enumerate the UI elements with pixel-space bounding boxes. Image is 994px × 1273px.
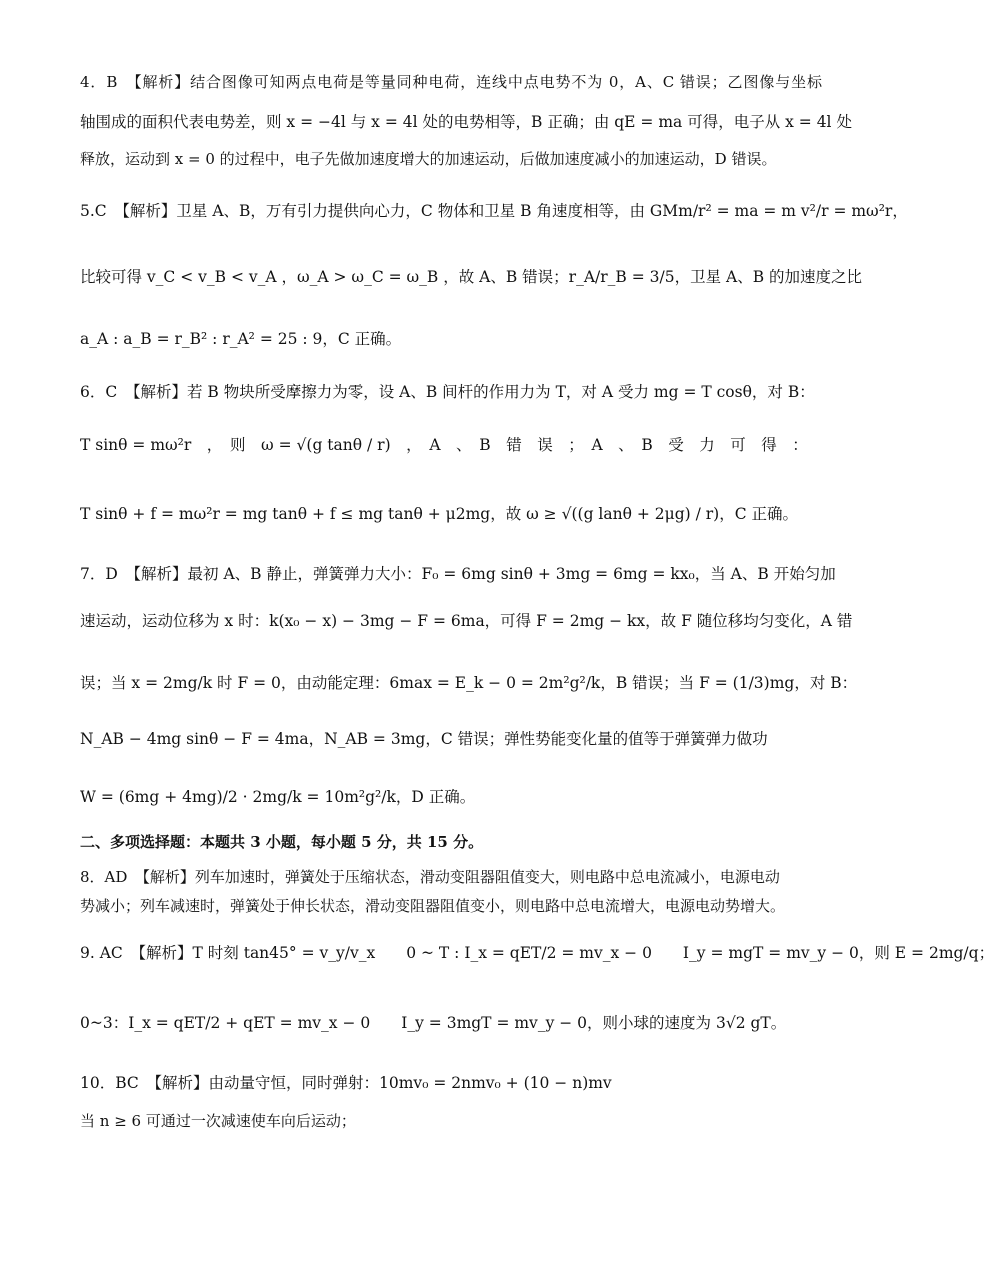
q5-line-1: 5.C 【解析】卫星 A、B，万有引力提供向心力，C 物体和卫星 B 角速度相等，由 GMm/r² = ma = m v²/r = mω²r， — [80, 202, 908, 220]
q8-line-2: 势减小；列车减速时，弹簧处于伸长状态，滑动变阻器阻值变小，则电路中总电流增大，电源电动势增大。 — [80, 897, 786, 915]
q9-line-2: 0~3：I_x = qET/2 + qET = mv_x − 0 I_y = 3mgT = mv_y − 0，则小球的速度为 3√2 gT。 — [80, 1014, 787, 1032]
q7-line-3: 误；当 x = 2mg/k 时 F = 0，由动能定理：6max = E_k − 0 = 2m²g²/k，B 错误；当 F = (1/3)mg，对 B： — [80, 674, 858, 692]
q7-line-5: W = (6mg + 4mg)/2 · 2mg/k = 10m²g²/k，D 正确。 — [80, 788, 476, 806]
q9-line-1: 9. AC 【解析】T 时刻 tan45° = v_y/v_x 0 ~ T : I_x = qET/2 = mv_x − 0 I_y = mgT = mv_y − 0，则 E = 2mg/q； — [80, 944, 994, 962]
q4-line-2: 轴围成的面积代表电势差，则 x = −4l 与 x = 4l 处的电势相等，B 正确；由 qE = ma 可得，电子从 x = 4l 处 — [80, 113, 852, 131]
q6-line-1: 6．C 【解析】若 B 物块所受摩擦力为零，设 A、B 间杆的作用力为 T，对 A 受力 mg = T cosθ，对 B： — [80, 383, 815, 401]
q8-line-1: 8．AD 【解析】列车加速时，弹簧处于压缩状态，滑动变阻器阻值变大，则电路中总电流减小，电源电动 — [80, 868, 780, 886]
q10-line-1: 10．BC 【解析】由动量守恒，同时弹射：10mv₀ = 2nmv₀ + (10 − n)mv — [80, 1074, 612, 1092]
q4-line-1: 4．B 【解析】结合图像可知两点电荷是等量同种电荷，连线中点电势不为 0，A、C 错误；乙图像与坐标 — [80, 73, 822, 91]
q7-line-4: N_AB − 4mg sinθ − F = 4ma，N_AB = 3mg，C 错误；弹性势能变化量的值等于弹簧弹力做功 — [80, 730, 768, 748]
q6-line-2: T sinθ = mω²r ， 则 ω = √(g tanθ / r) ， A 、 B 错 误 ； A 、 B 受 力 可 得 ： — [80, 436, 808, 454]
q7-line-2: 速运动，运动位移为 x 时：k(x₀ − x) − 3mg − F = 6ma，可得 F = 2mg − kx，故 F 随位移均匀变化，A 错 — [80, 612, 853, 630]
q10-line-2: 当 n ≥ 6 可通过一次减速使车向后运动； — [80, 1112, 356, 1130]
q5-line-3: a_A : a_B = r_B² : r_A² = 25 : 9，C 正确。 — [80, 330, 402, 348]
q5-line-2: 比较可得 v_C < v_B < v_A ，ω_A > ω_C = ω_B ，故 A、B 错误；r_A/r_B = 3/5，卫星 A、B 的加速度之比 — [80, 268, 863, 286]
q4-line-3: 释放，运动到 x = 0 的过程中，电子先做加速度增大的加速运动，后做加速度减小的加速运动，D 错误。 — [80, 150, 777, 168]
q6-line-3: T sinθ + f = mω²r = mg tanθ + f ≤ mg tanθ + μ2mg，故 ω ≥ √((g lanθ + 2μg) / r)，C 正确。 — [80, 505, 798, 523]
section-2-heading: 二、多项选择题：本题共 3 小题，每小题 5 分，共 15 分。 — [80, 833, 484, 851]
q7-line-1: 7．D 【解析】最初 A、B 静止，弹簧弹力大小：F₀ = 6mg sinθ + 3mg = 6mg = kx₀，当 A、B 开始匀加 — [80, 565, 836, 583]
